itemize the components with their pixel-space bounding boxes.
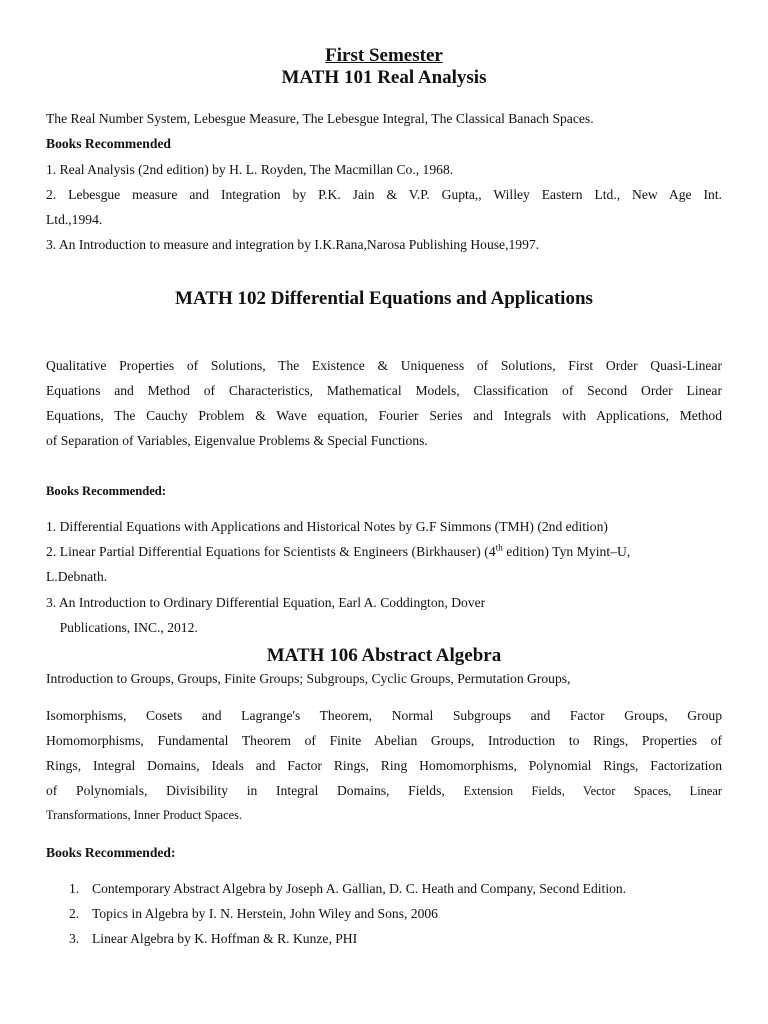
math106-description-line-3: Rings, Integral Domains, Ideals and Factor Rings, Ring Homomorphisms, Polynomial Rings, Factorization (46, 758, 722, 773)
math102-book-1: 1. Differential Equations with Applications and Historical Notes by G.F Simmons (TMH) (2nd edition) (46, 519, 608, 534)
math106-description-line-4a: of Polynomials, Divisibility in Integral Domains, Fields, (46, 783, 445, 798)
math102-title: MATH 102 Differential Equations and Applications (175, 288, 593, 309)
math106-description-line-5: Transformations, Inner Product Spaces. (46, 808, 243, 822)
math101-books-heading: Books Recommended (46, 136, 171, 151)
math106-description-line-2: Homomorphisms, Fundamental Theorem of Finite Abelian Groups, Introduction to Rings, Properties of (46, 733, 722, 748)
math106-intro: Introduction to Groups, Groups, Finite Groups; Subgroups, Cyclic Groups, Permutation Groups, (46, 671, 571, 686)
math102-book-2 (46, 539, 722, 564)
math106-books-list (46, 876, 722, 951)
syllabus-page (46, 0, 722, 1024)
math102-book-3: 3. An Introduction to Ordinary Differential Equation, Earl A. Coddington, Dover (46, 595, 486, 610)
math101-book-2: 2. Lebesgue measure and Integration by P.K. Jain & V.P. Gupta,, Willey Eastern Ltd., New Age Int. (46, 187, 722, 202)
math106-description-line-4b: Extension Fields, Vector Spaces, Linear (463, 784, 722, 798)
math102-book-2-part2: edition) Tyn Myint–U, (502, 544, 631, 559)
math101-book-1: 1. Real Analysis (2nd edition) by H. L. Royden, The Macmillan Co., 1968. (46, 162, 454, 177)
math106-books-heading: Books Recommended: (46, 845, 176, 860)
list-item: 1. Contemporary Abstract Algebra by Joseph A. Gallian, D. C. Heath and Company, Second Edition. (69, 881, 627, 896)
list-item: 3. Linear Algebra by K. Hoffman & R. Kunze, PHI (69, 931, 358, 946)
math106-description-line-4 (46, 778, 722, 804)
math102-book-2-sup: th (495, 542, 503, 553)
math102-books-heading: Books Recommended: (46, 484, 166, 498)
math102-book-2-part1: 2. Linear Partial Differential Equations for Scientists & Engineers (Birkhauser) (4 (46, 544, 496, 559)
math102-description-line-3: Equations, The Cauchy Problem & Wave equation, Fourier Series and Integrals with Applications, Method (46, 408, 722, 423)
math102-description-line-1: Qualitative Properties of Solutions, The Existence & Uniqueness of Solutions, First Order Quasi-Linear (46, 358, 722, 373)
math102-description-line-4: of Separation of Variables, Eigenvalue Problems & Special Functions. (46, 433, 428, 448)
math101-book-2-cont: Ltd.,1994. (46, 212, 103, 227)
math101-book-3: 3. An Introduction to measure and integration by I.K.Rana,Narosa Publishing House,1997. (46, 237, 540, 252)
math102-book-3-cont: Publications, INC., 2012. (46, 620, 198, 635)
math101-description: The Real Number System, Lebesgue Measure, The Lebesgue Integral, The Classical Banach Spaces. (46, 111, 594, 126)
math101-title: MATH 101 Real Analysis (281, 67, 487, 88)
list-item: 2. Topics in Algebra by I. N. Herstein, John Wiley and Sons, 2006 (69, 906, 438, 921)
math106-description-line-1: Isomorphisms, Cosets and Lagrange's Theorem, Normal Subgroups and Factor Groups, Group (46, 708, 722, 723)
math102-book-2-cont: L.Debnath. (46, 569, 108, 584)
math106-title: MATH 106 Abstract Algebra (266, 645, 502, 666)
math102-description-line-2: Equations and Method of Characteristics, Mathematical Models, Classification of Second Order Linear (46, 383, 722, 398)
semester-heading: First Semester (325, 45, 443, 66)
